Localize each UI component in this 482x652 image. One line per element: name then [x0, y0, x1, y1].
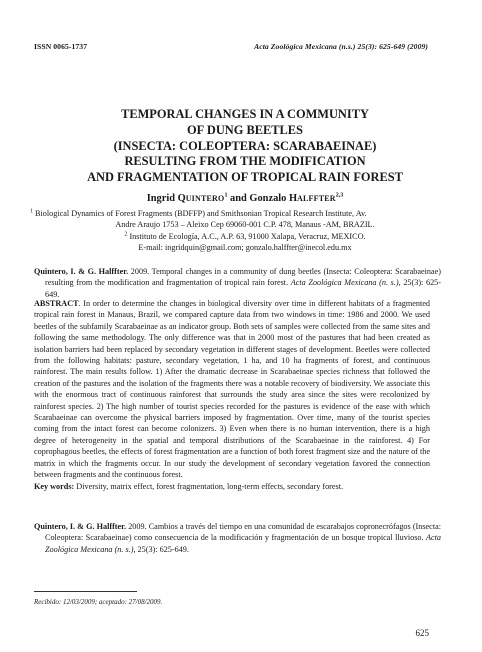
- author-2-first: and Gonzalo H: [227, 193, 298, 204]
- article-title: [30, 107, 460, 186]
- affiliation-sup: 2: [124, 231, 128, 238]
- affiliation-text: Instituto de Ecología, A.C., A.P. 63, 91000 Xalapa, Veracruz, MEXICO.: [127, 231, 366, 241]
- citation-authors: Quintero, I. & G. Halffter.: [34, 267, 129, 276]
- author-1-first: Ingrid Q: [146, 193, 186, 204]
- abstract: [34, 298, 430, 492]
- abstract-text: . In order to determine the changes in biological diversity over time in different habitats of a fragmented tropical rain forest in Manaus, Brazil, we compared capture data from two windows in time: 1986 and 2000. We used beetles of the subfamily Scarabaeinae as an indicator group. Both sets of samples were collected from the same sites and following the same methodology. The only difference was that in 2000 most of the pastures that had been created as isolation barriers had been replaced by secondary vegetation in different stages of development. Beetles were collected from the following habitats: pasture, secondary vegetation, 1 ha, and 10 ha fragments of forest, and continuous rainforest. The main results follow. 1) After the dramatic decrease in Scarabaeinae species richness that followed the creation of the pastures and the isolation of the fragments there was a notable recovery of biodiversity. We associate this with the enormous tract of continuous rainforest that surrounds the study area since the sites were recolonized by rainforest species. 2) The high number of tourist species recorded for the pastures is evidence of the ease with which Scarabaeinae can overcome the physical barriers imposed by fragmentation. Over time, many of the tourist species coming from the intact forest can become colonizers. 3) Even when there is no human intervention, there is a high degree of heterogeneity in the spatial and temporal distributions of the Scarabaeinae in the rainforest. 4) For coprophagous beetles, the effects of forest fragmentation are a function of both forest fragment size and the nature of the matrix in which the fragments occur. In our study the development of secondary vegetation favored the connection between fragments and the continuous forest.: [34, 299, 430, 480]
- citation-journal: Acta Zoológica Mexicana (n. s.),: [45, 533, 441, 554]
- author-2-rest: ALFFTER: [297, 194, 336, 203]
- citation-authors: Quintero, I. & G. Halffter.: [34, 522, 127, 531]
- affiliation-line: [30, 208, 460, 219]
- keywords-label: Key words:: [34, 481, 75, 491]
- journal-header: Acta Zoológica Mexicana (n.s.) 25(3): 625-649 (2009): [254, 42, 428, 51]
- citation-text: 2009. Temporal changes in a community of dung beetles (Insecta: Coleoptera: Scarabaeinae) resulting from the modification and fragmentation of tropical rain forest.: [45, 267, 441, 288]
- received-date: Recibido: 12/03/2009; aceptado: 27/08/2009.: [34, 598, 163, 606]
- citation-tail: 25(3): 625-649.: [45, 278, 441, 299]
- title-line: TEMPORAL CHANGES IN A COMMUNITY: [121, 107, 369, 121]
- author-1-sup: 1: [224, 192, 228, 199]
- affiliation-sup: 1: [30, 208, 33, 215]
- citation-spanish: [34, 521, 441, 555]
- author-1-rest: UINTERO: [185, 194, 225, 203]
- citation-english: [34, 266, 441, 300]
- affiliations: [30, 208, 460, 254]
- citation-tail: 25(3): 625-649.: [135, 544, 189, 554]
- title-line: (INSECTA: COLEOPTERA: SCARABAEINAE): [113, 138, 377, 153]
- footnote-rule: [34, 591, 137, 592]
- title-line: OF DUNG BEETLES: [187, 122, 303, 137]
- abstract-label: ABSTRACT: [34, 299, 79, 308]
- affiliation-text: Biological Dynamics of Forest Fragments (BDFFP) and Smithsonian Tropical Research Institute, Av.: [33, 209, 367, 218]
- author-line: [30, 193, 460, 204]
- citation-journal: Acta Zoológica Mexicana (n. s.),: [290, 278, 401, 288]
- issn-header: ISSN 0065-1737: [34, 42, 88, 51]
- author-2-sup: 2,3: [335, 192, 344, 199]
- title-line: AND FRAGMENTATION OF TROPICAL RAIN FOREST: [87, 170, 403, 185]
- page-number: 625: [415, 628, 429, 638]
- keywords-text: Diversity, matrix effect, forest fragmentation, long-term effects, secondary forest.: [74, 481, 344, 491]
- affiliation-line: [30, 231, 460, 242]
- citation-text: 2009. Cambios a través del tiempo en una comunidad de escarabajos copronecrófagos (Insecta: Coleoptera: Scarabaeinae) como consecuencia de la modificación y fragmentación de un bosque tropical lluvioso.: [45, 522, 441, 543]
- email-line: E-mail: ingridquin@gmail.com; gonzalo.halffter@inecol.edu.mx: [138, 243, 352, 253]
- title-line: RESULTING FROM THE MODIFICATION: [124, 154, 366, 169]
- affiliation-line: Andre Araujo 1753 – Aleixo Cep 69060-001 C.P. 478, Manaus -AM, BRAZIL.: [115, 220, 375, 230]
